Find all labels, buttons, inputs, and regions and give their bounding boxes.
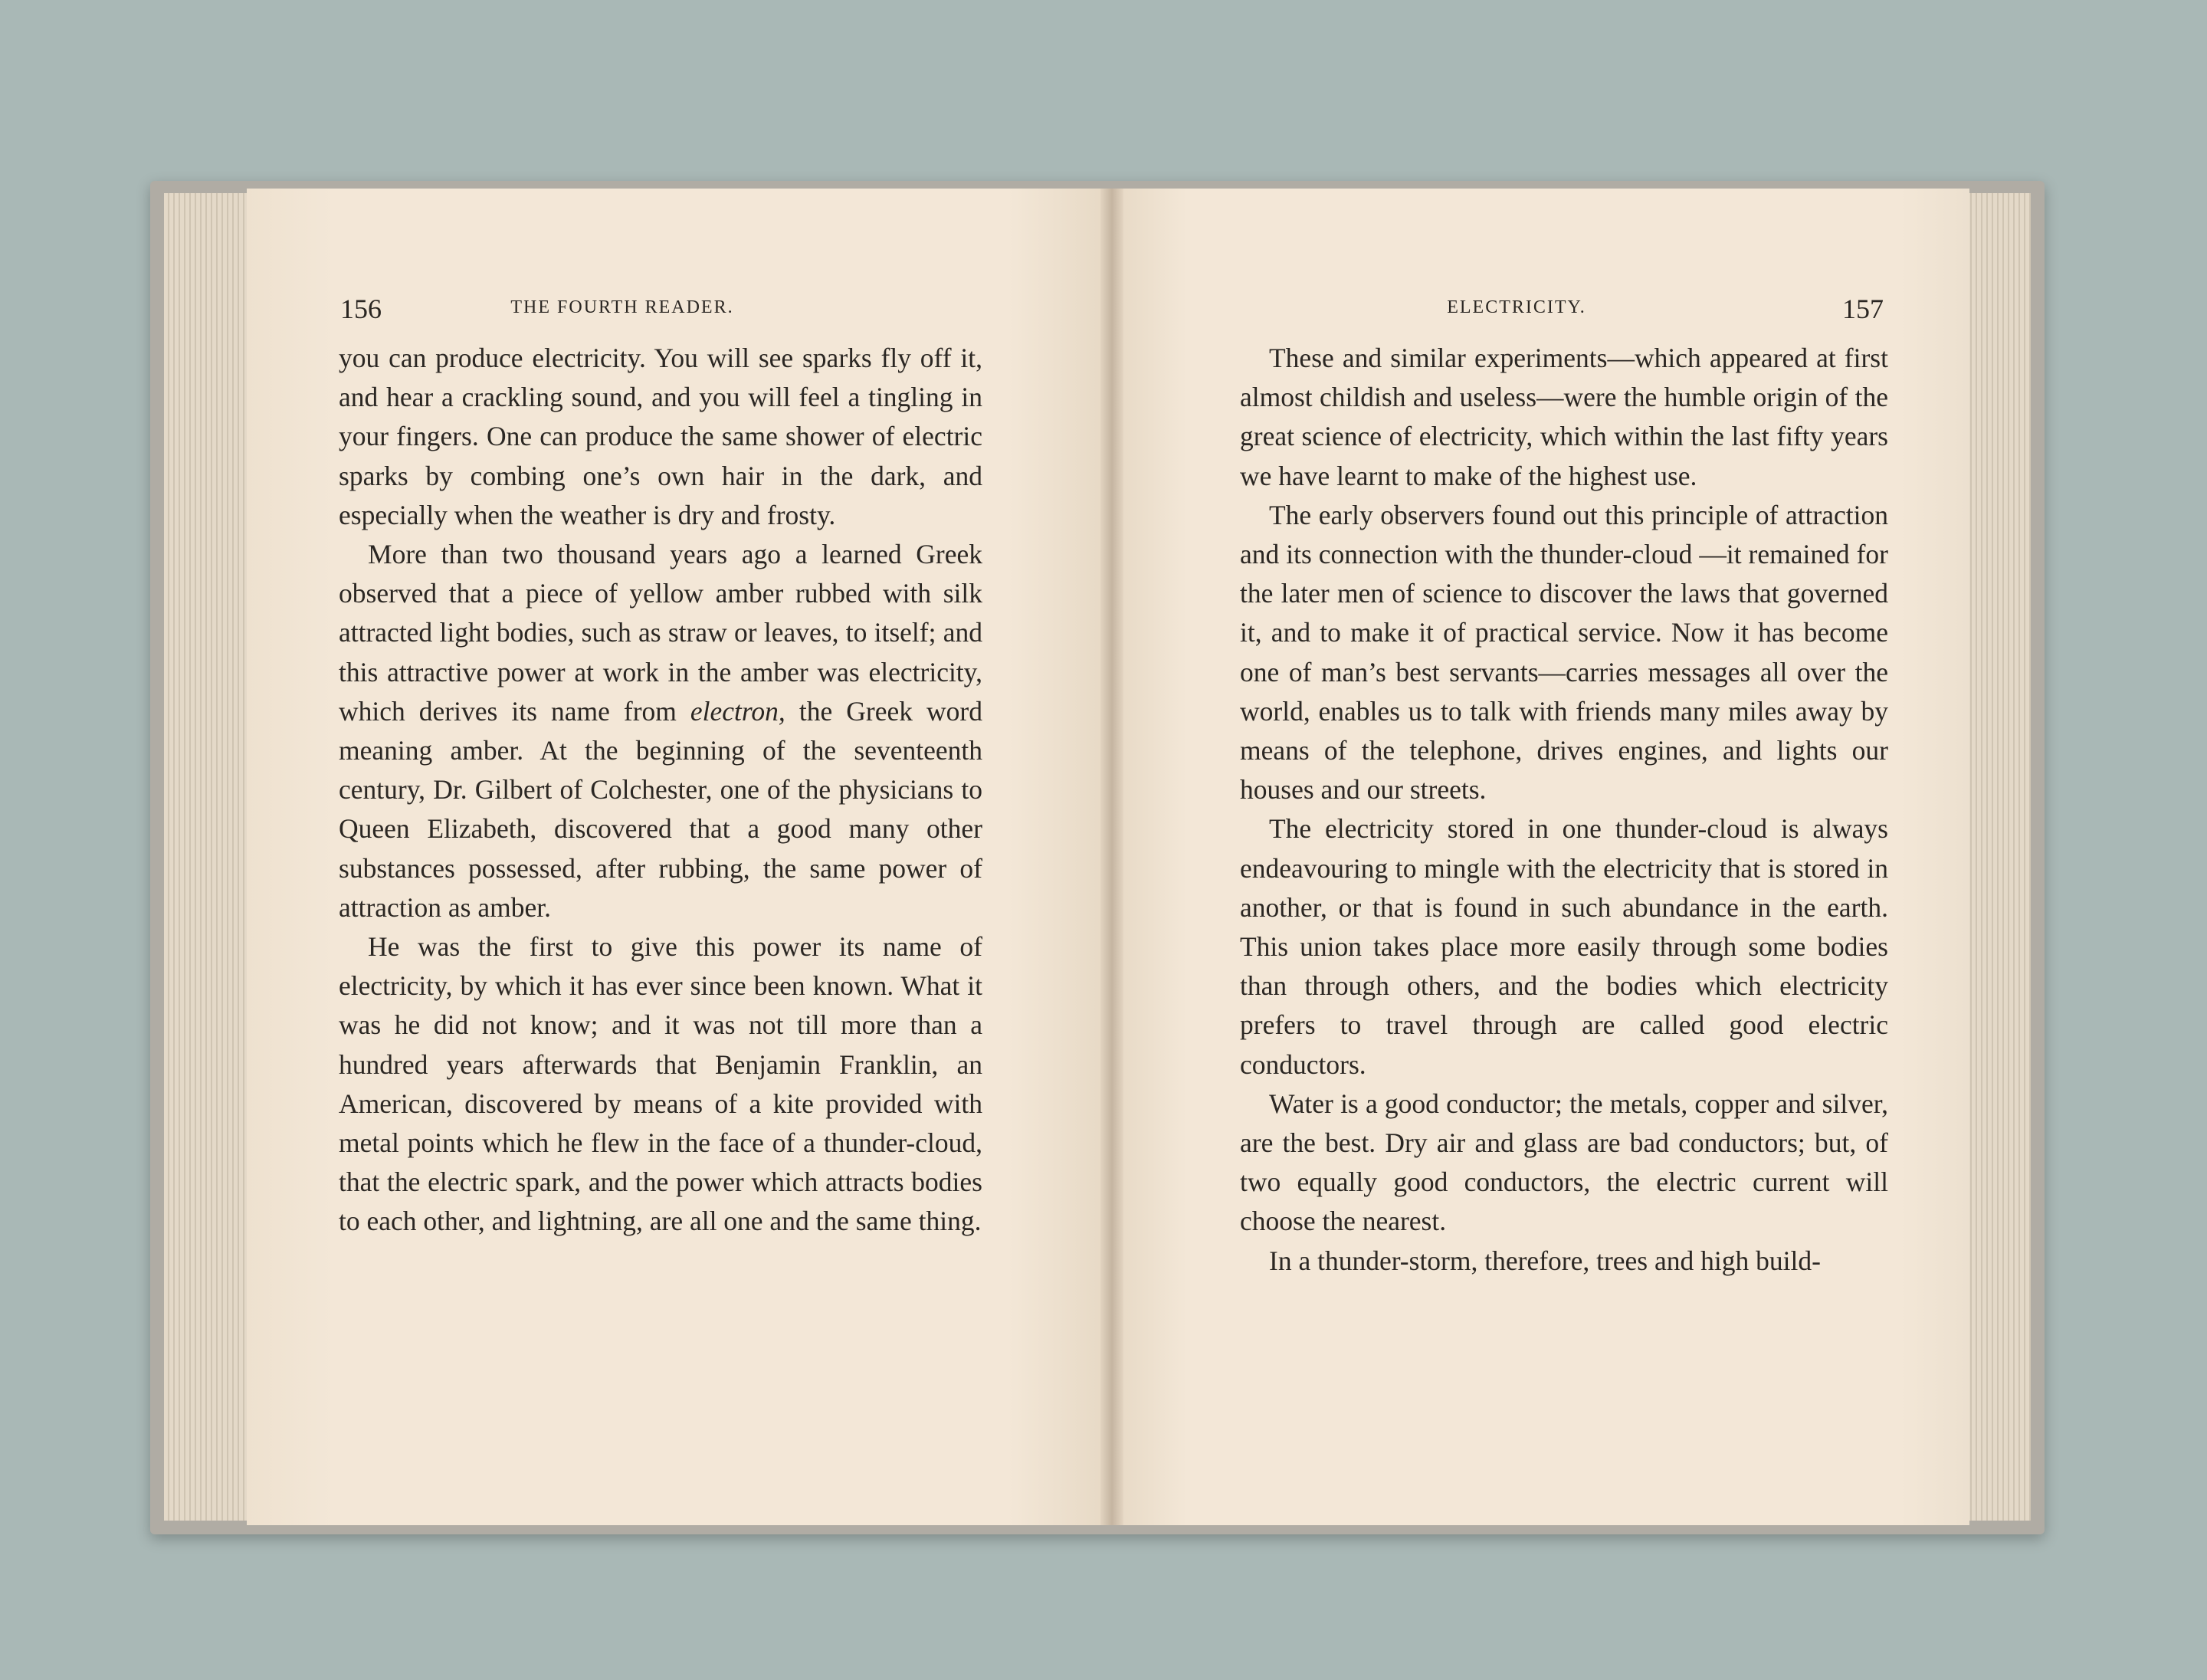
left-running-head bbox=[247, 293, 1113, 330]
italic-term: electron, bbox=[690, 695, 785, 727]
paragraph bbox=[339, 535, 982, 927]
paragraph: He was the first to give this power its name of electricity, by which it has ever since been known. What it was he did not know; and it was not till more than a hundred years afterwards that Benjamin Franklin, an American, discovered by means of a kite provided with metal points which he flew in the face of a thunder-cloud, that the electric spark, and the power which attracts bodies to each other, and lightning, are all one and the same thing. bbox=[339, 931, 982, 1237]
right-page-edges bbox=[1966, 193, 2031, 1521]
paragraph: These and similar experiments—which appeared at first almost childish and useless—were the humble origin of the great science of electricity, which within the last fifty years we have learnt to make of the highest use. bbox=[1240, 343, 1888, 491]
paragraph: The electricity stored in one thunder-cloud is always endeavouring to mingle with the electricity that is stored in another, or that is found in such abundance in the earth. This union takes place more easily through some bodies than through others, and the bodies which electricity prefers to travel through are called good electric conductors. bbox=[1240, 813, 1888, 1080]
paragraph: In a thunder-storm, therefore, trees and high build- bbox=[1269, 1245, 1821, 1276]
paragraph-text: More than two thousand years ago a learned Greek observed that a piece of yellow amber rubbed with silk attracted light bodies, such as straw or leaves, to itself; and this attractive power at work in the amber was electricity, which derives its name from bbox=[339, 539, 982, 727]
paragraph-text: the Greek word meaning amber. At the beginning of the seventeenth century, Dr. Gilbert of Colchester, one of the physicians to Queen Elizabeth, discovered that a good many other substances possessed, after rubbing, the same power of attraction as amber. bbox=[339, 695, 982, 923]
left-running-title: THE FOURTH READER. bbox=[510, 297, 734, 317]
left-page-edges bbox=[164, 193, 257, 1521]
left-page-text bbox=[339, 339, 982, 1242]
right-page-number: 157 bbox=[1842, 294, 1884, 324]
book-gutter bbox=[1100, 189, 1123, 1525]
paragraph: you can produce electricity. You will see sparks fly off it, and hear a crackling sound, and you will feel a tingling in your fingers. One can produce the same shower of electric sparks by combing one’s own hair in the dark, and especially when the weather is dry and frosty. bbox=[339, 343, 982, 530]
right-running-head bbox=[1110, 293, 1969, 330]
left-page-number: 156 bbox=[340, 294, 382, 324]
right-page bbox=[1110, 189, 1969, 1525]
paragraph: The early observers found out this principle of attraction and its connection with the thunder-cloud —it remained for the later men of science to discover the laws that governed it, and to make it of practical service. Now it has become one of man’s best servants—carries messages all over the world, enables us to talk with friends many miles away by means of the telephone, drives engines, and lights our houses and our streets. bbox=[1240, 499, 1888, 806]
right-page-text bbox=[1240, 339, 1888, 1281]
right-running-title: ELECTRICITY. bbox=[1447, 297, 1586, 317]
paragraph: Water is a good conductor; the metals, copper and silver, are the best. Dry air and glass are bad conductors; but, of two equally good conductors, the electric current will choose the nearest. bbox=[1240, 1088, 1888, 1237]
left-page bbox=[247, 189, 1113, 1525]
